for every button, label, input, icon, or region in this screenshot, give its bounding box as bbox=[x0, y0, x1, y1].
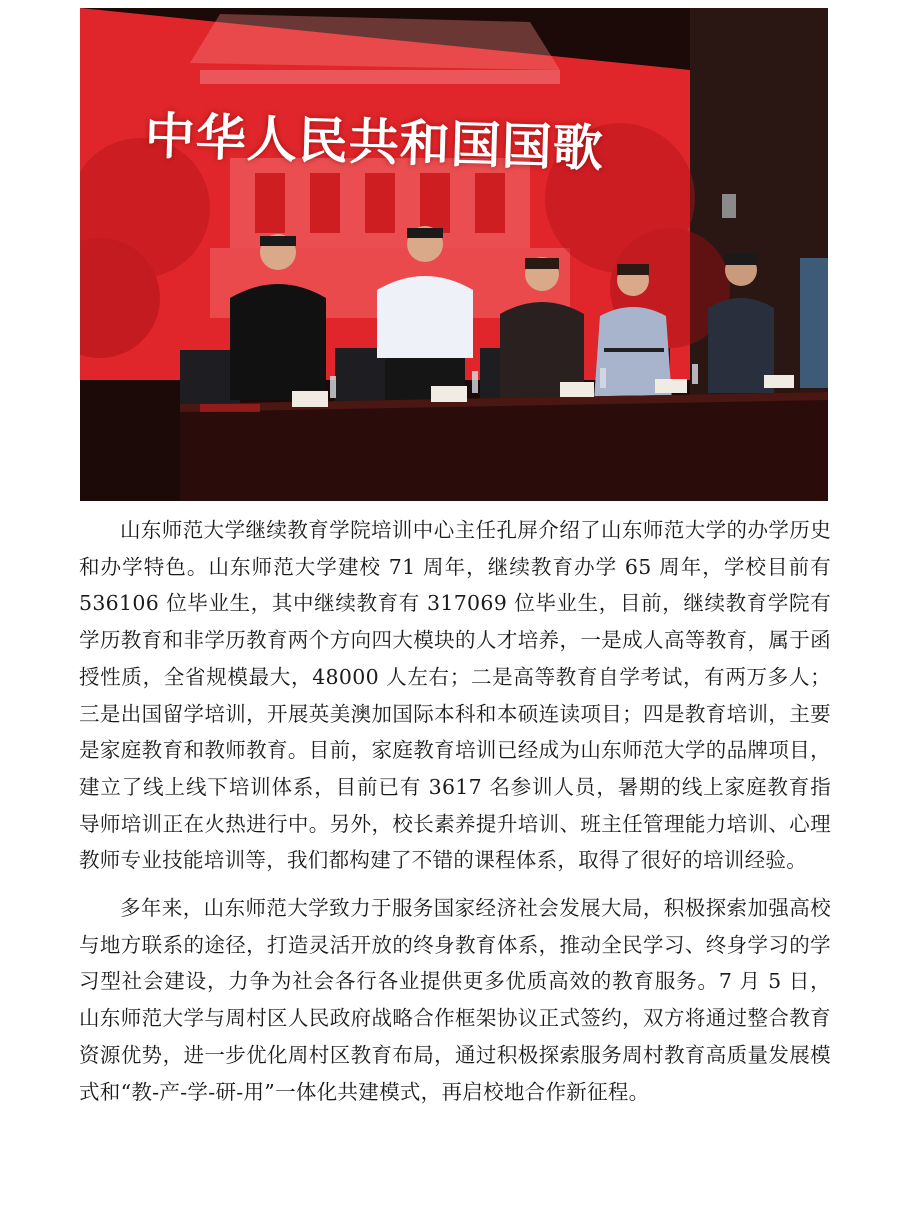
stage-scene-illustration bbox=[80, 8, 828, 501]
wall-switch bbox=[722, 194, 736, 218]
door bbox=[800, 258, 828, 388]
screen-title: 中华人民共和国国歌 bbox=[144, 106, 605, 178]
event-photo bbox=[80, 8, 828, 501]
article-paragraph-2: 多年来，山东师范大学致力于服务国家经济社会发展大局，积极探索加强高校与地方联系的途径，打造灵活开放的终身教育体系，推动全民学习、终身学习的学习型社会建设，力争为社会各行各业提供更多优质高效的教育服务。7 月 5 日，山东师范大学与周村区人民政府战略合作框架协议正式签约，双方将通过整合教育资源优势，进一步优化周村区教育布局，通过积极探索服务周村教育高质量发展模式和“教-产-学-研-用”一体化共建模式，再启校地合作新征程。 bbox=[79, 896, 831, 1104]
article-paragraph-1: 山东师范大学继续教育学院培训中心主任孔屏介绍了山东师范大学的办学历史和办学特色。山东师范大学建校 71 周年，继续教育办学 65 周年，学校目前有 536106 位毕业生，其中继续教育有 317069 位毕业生，目前，继续教育学院有学历教育和非学历教育两个方向四大模块的人才培养，一是成人高等教育，属于函授性质，全省规模最大，48000 人左右；二是高等教育自学考试，有两万多人；三是出国留学培训，开展英美澳加国际本科和本硕连读项目；四是教育培训，主要是家庭教育和教师教育。目前，家庭教育培训已经成为山东师范大学的品牌项目，建立了线上线下培训体系，目前已有 3617 名参训人员，暑期的线上家庭教育指导师培训正在火热进行中。另外，校长素养提升培训、班主任管理能力培训、心理教师专业技能培训等，我们都构建了不错的课程体系，取得了很好的培训经验。 bbox=[79, 518, 831, 873]
article-body bbox=[79, 512, 831, 1121]
